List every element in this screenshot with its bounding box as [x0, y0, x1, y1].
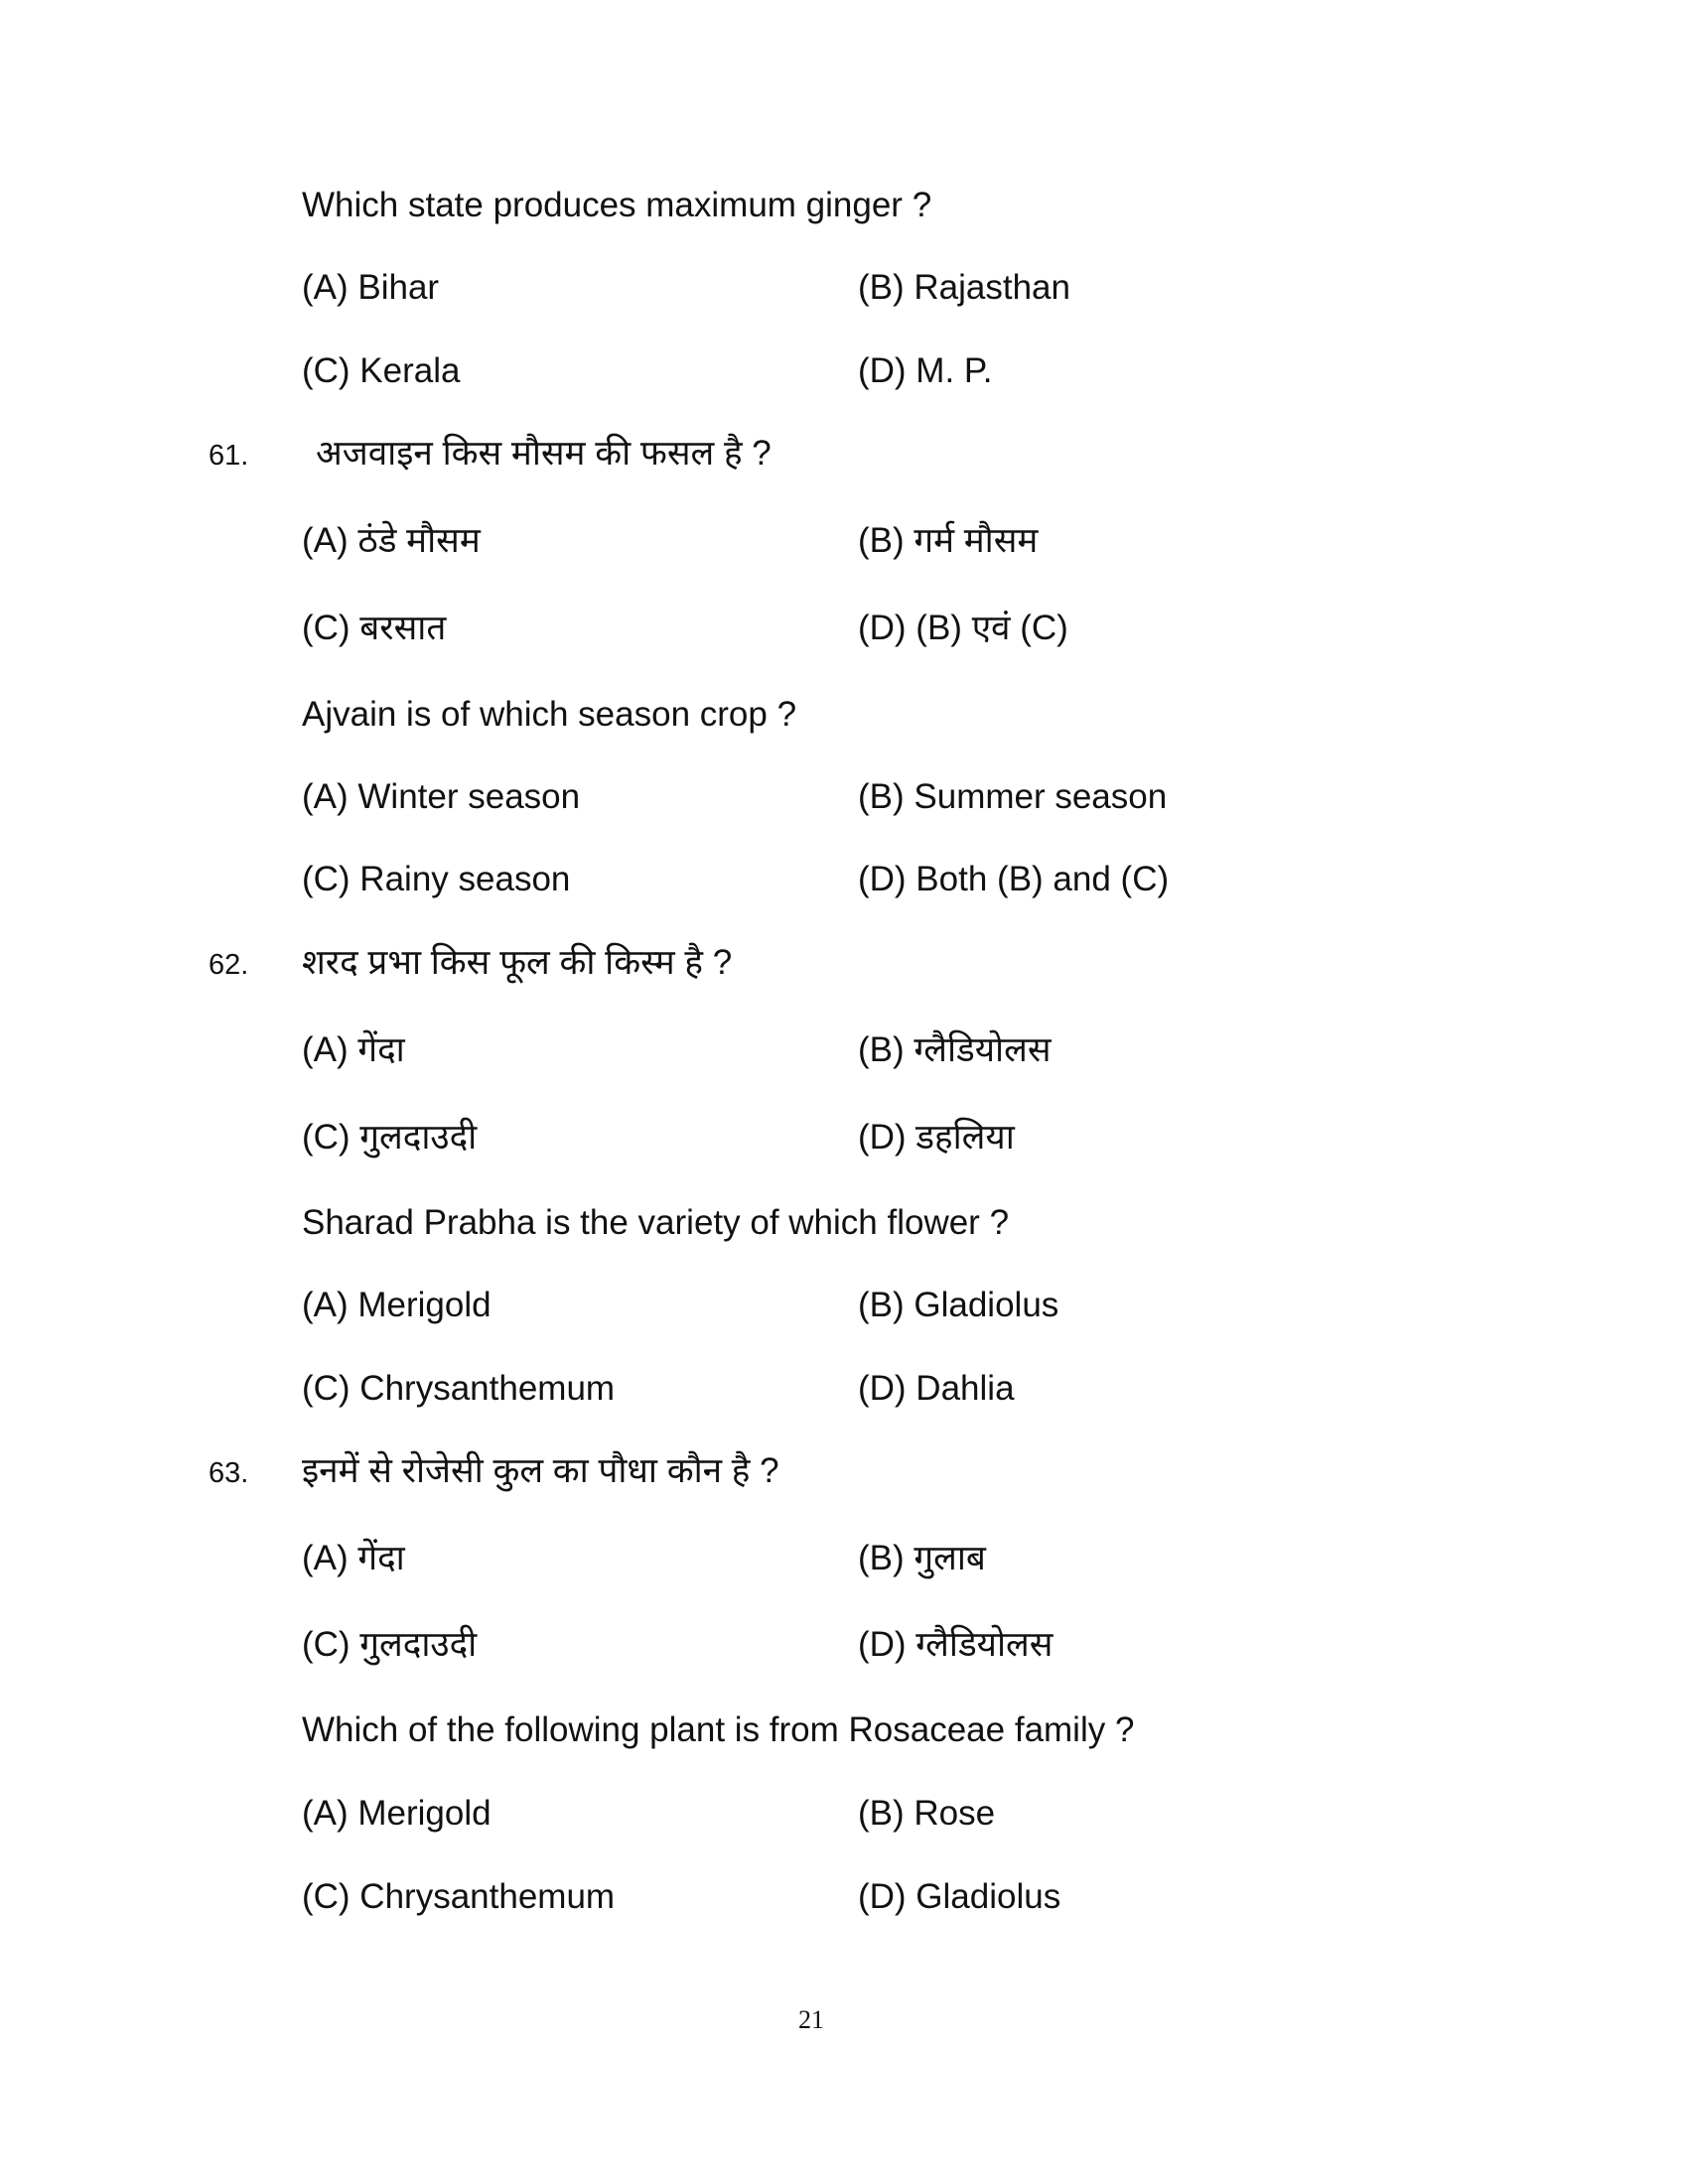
question-number: 61.	[209, 440, 249, 472]
option-a-hindi: (A) गेंदा	[302, 1539, 405, 1577]
option-b: (B) Summer season	[858, 777, 1168, 816]
option-b: (B) Rose	[858, 1794, 996, 1833]
option-b-hindi: (B) ग्लैडियोलस	[858, 1030, 1052, 1069]
question-text: Which of the following plant is from Rosaceae family ?	[302, 1710, 1135, 1749]
question-text-hindi: इनमें से रोजेसी कुल का पौधा कौन है ?	[302, 1451, 779, 1490]
page-number: 21	[798, 2005, 824, 2034]
option-a: (A) Winter season	[302, 777, 581, 816]
option-a: (A) Merigold	[302, 1794, 492, 1833]
option-a-hindi: (A) ठंडे मौसम	[302, 521, 481, 560]
option-c: (C) Chrysanthemum	[302, 1369, 616, 1408]
question-number: 62.	[209, 949, 249, 981]
option-a: (A) Merigold	[302, 1286, 492, 1324]
question-number: 63.	[209, 1457, 249, 1489]
option-d-hindi: (D) (B) एवं (C)	[858, 609, 1068, 647]
option-c-hindi: (C) गुलदाउदी	[302, 1118, 478, 1157]
option-c-hindi: (C) बरसात	[302, 609, 447, 647]
option-d: (D) Both (B) and (C)	[858, 860, 1170, 898]
option-b-hindi: (B) गुलाब	[858, 1539, 986, 1577]
question-text-hindi: अजवाइन किस मौसम की फसल है ?	[316, 434, 772, 473]
option-b: (B) Rajasthan	[858, 268, 1070, 307]
question-text: Which state produces maximum ginger ?	[302, 186, 932, 224]
option-b: (B) Gladiolus	[858, 1286, 1059, 1324]
option-d: (D) M. P.	[858, 351, 993, 390]
option-b-hindi: (B) गर्म मौसम	[858, 521, 1039, 560]
question-text: Sharad Prabha is the variety of which flower ?	[302, 1203, 1010, 1242]
option-c: (C) Kerala	[302, 351, 461, 390]
question-text-hindi: शरद प्रभा किस फूल की किस्म है ?	[302, 943, 733, 982]
option-a-hindi: (A) गेंदा	[302, 1030, 405, 1069]
option-d: (D) Gladiolus	[858, 1877, 1061, 1916]
option-c: (C) Chrysanthemum	[302, 1877, 616, 1916]
option-d-hindi: (D) डहलिया	[858, 1118, 1015, 1157]
option-a: (A) Bihar	[302, 268, 440, 307]
option-d: (D) Dahlia	[858, 1369, 1015, 1408]
option-c: (C) Rainy season	[302, 860, 571, 898]
option-d-hindi: (D) ग्लैडियोलस	[858, 1625, 1054, 1664]
question-text: Ajvain is of which season crop ?	[302, 695, 797, 734]
option-c-hindi: (C) गुलदाउदी	[302, 1625, 478, 1664]
